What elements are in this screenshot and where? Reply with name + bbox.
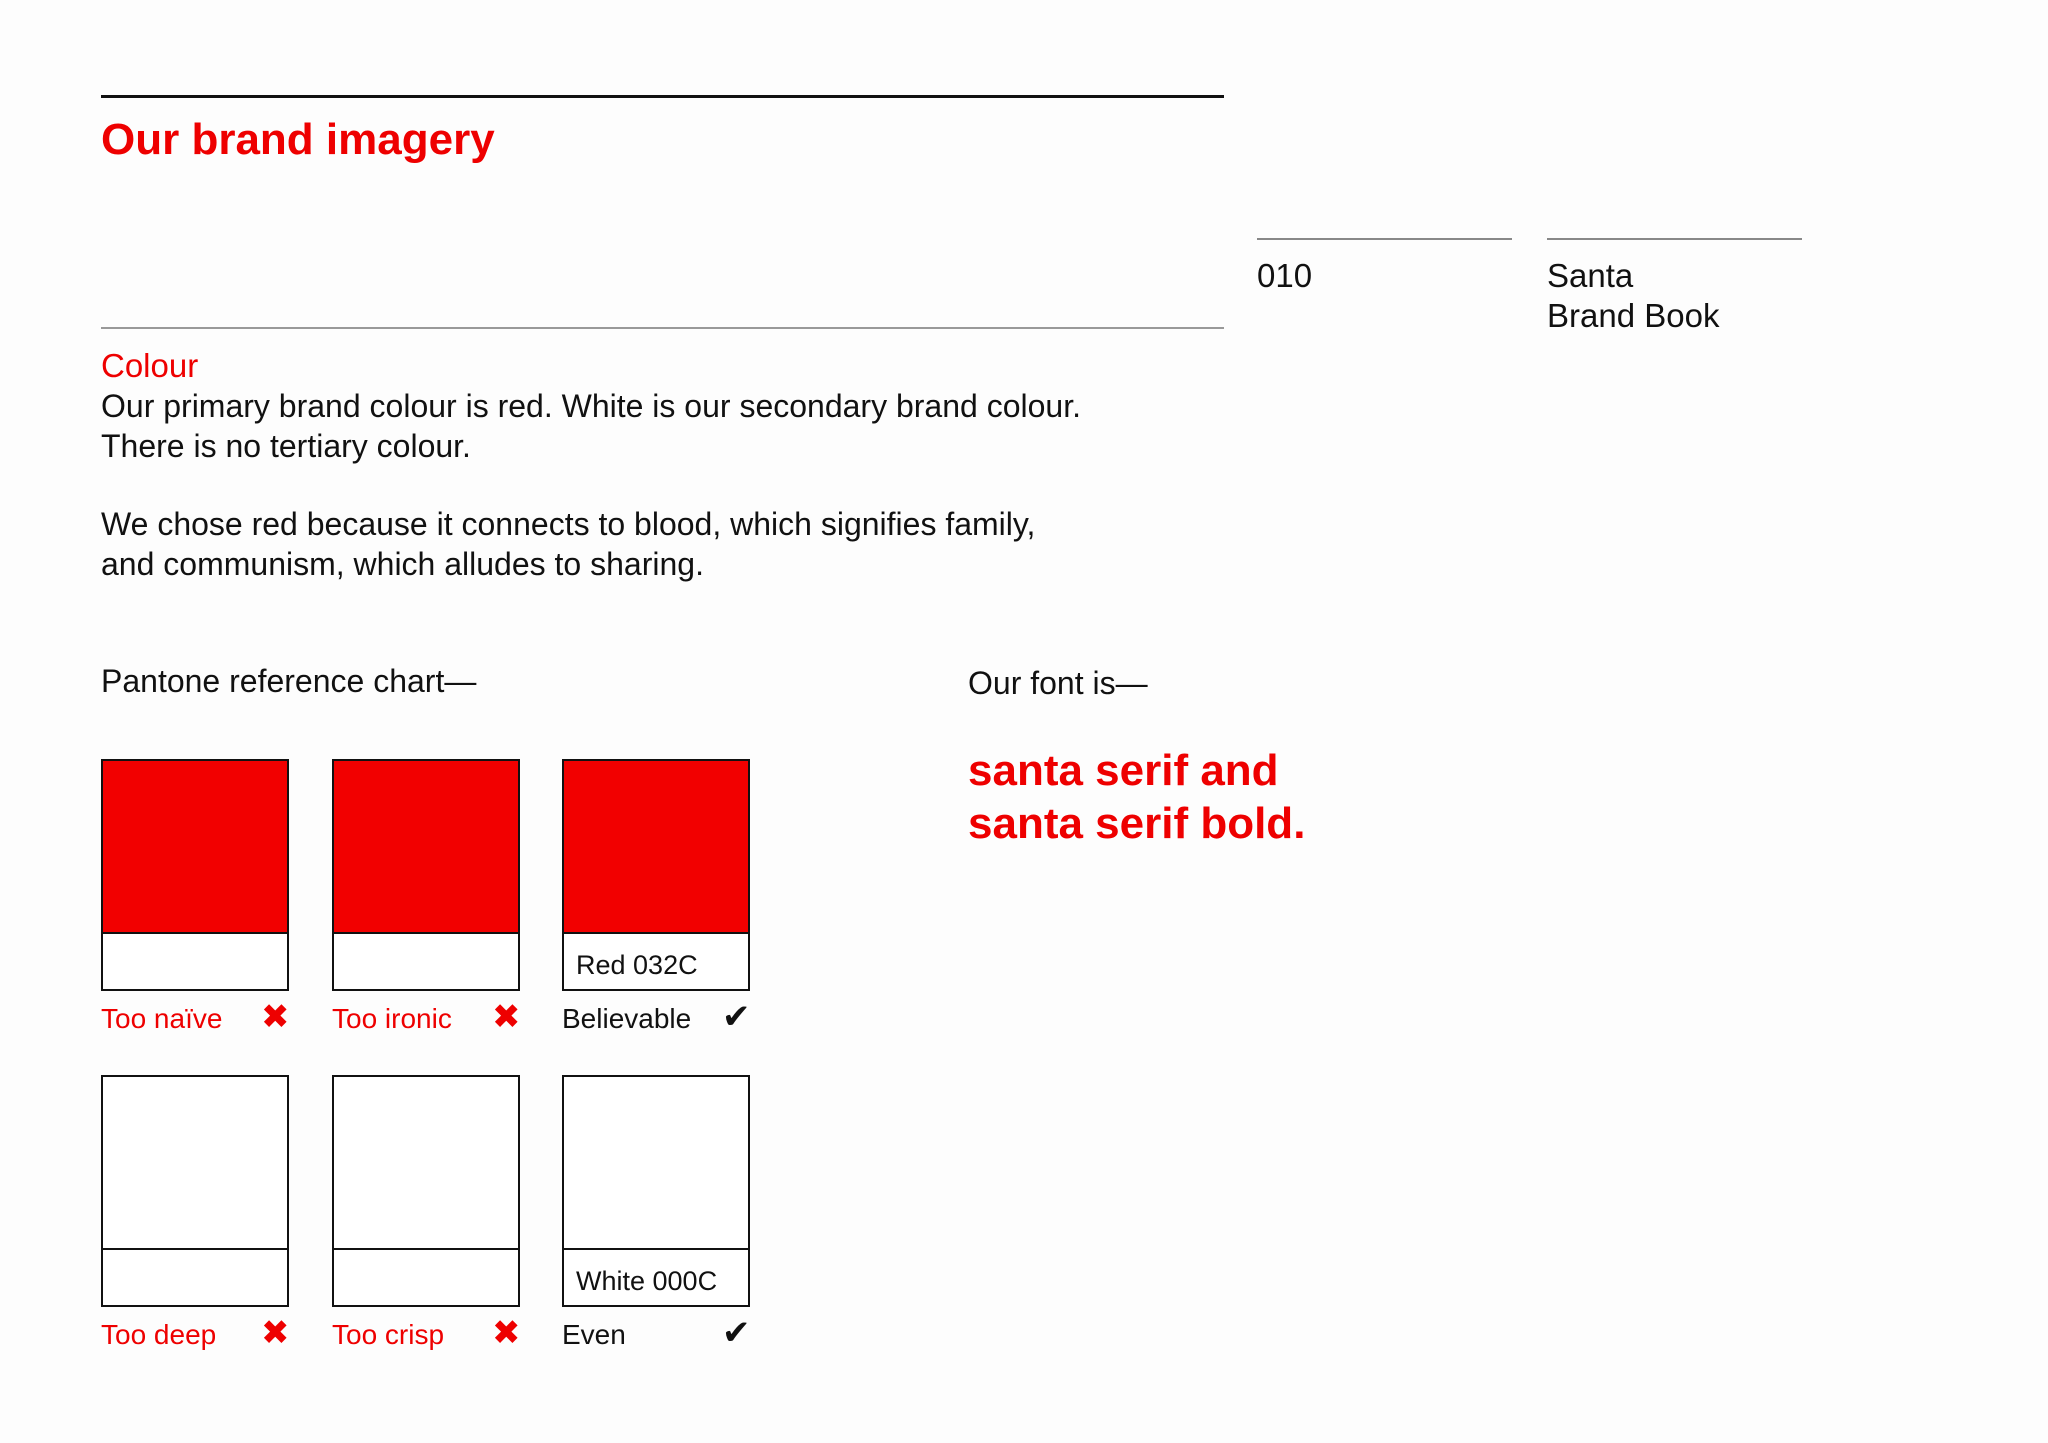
swatch-colour-block — [103, 761, 287, 934]
colour-heading: Colour — [101, 347, 199, 384]
swatch-colour-block — [564, 761, 748, 934]
font-sample-line-2: santa serif bold. — [968, 799, 1306, 848]
cross-icon: ✖ — [261, 997, 290, 1037]
book-title-rule — [1547, 238, 1802, 240]
book-title — [1547, 256, 1719, 336]
colour-paragraph-2-line-2: and communism, which alludes to sharing. — [101, 546, 704, 582]
check-icon: ✔ — [722, 997, 751, 1037]
swatch-colour-block — [334, 1077, 518, 1250]
font-sample-line-1: santa serif and — [968, 746, 1279, 795]
cross-icon: ✖ — [261, 1313, 290, 1353]
book-title-line-1: Santa — [1547, 257, 1634, 294]
pantone-swatch — [562, 759, 750, 991]
pantone-swatch — [101, 759, 289, 991]
font-heading: Our font is— — [968, 665, 1148, 701]
swatch-colour-block — [564, 1077, 748, 1250]
top-rule — [101, 95, 1224, 98]
pantone-swatch — [562, 1075, 750, 1307]
colour-paragraph-1 — [101, 386, 1081, 466]
swatch-caption: Even — [562, 1319, 626, 1350]
pantone-swatch — [332, 1075, 520, 1307]
page-number: 010 — [1257, 257, 1313, 294]
page-number-rule — [1257, 238, 1512, 240]
swatch-colour-block — [103, 1077, 287, 1250]
swatch-colour-block — [334, 761, 518, 934]
swatch-caption: Too naïve — [101, 1003, 223, 1034]
pantone-swatch — [101, 1075, 289, 1307]
font-sample — [968, 744, 1305, 850]
swatch-caption: Believable — [562, 1003, 692, 1034]
swatch-label: White 000C — [576, 1266, 718, 1296]
colour-paragraph-1-line-2: There is no tertiary colour. — [101, 428, 471, 464]
colour-paragraph-1-line-1: Our primary brand colour is red. White is our secondary brand colour. — [101, 388, 1081, 424]
swatch-caption: Too ironic — [332, 1003, 452, 1034]
cross-icon: ✖ — [492, 1313, 521, 1353]
check-icon: ✔ — [722, 1313, 751, 1353]
book-title-line-2: Brand Book — [1547, 297, 1720, 334]
pantone-heading: Pantone reference chart— — [101, 663, 477, 699]
page-title: Our brand imagery — [101, 115, 495, 164]
cross-icon: ✖ — [492, 997, 521, 1037]
swatch-caption: Too deep — [101, 1319, 217, 1350]
section-rule — [101, 327, 1224, 329]
swatch-label: Red 032C — [576, 950, 698, 980]
colour-paragraph-2 — [101, 504, 1035, 584]
pantone-swatch — [332, 759, 520, 991]
swatch-caption: Too crisp — [332, 1319, 445, 1350]
colour-paragraph-2-line-1: We chose red because it connects to blood, which signifies family, — [101, 506, 1036, 542]
